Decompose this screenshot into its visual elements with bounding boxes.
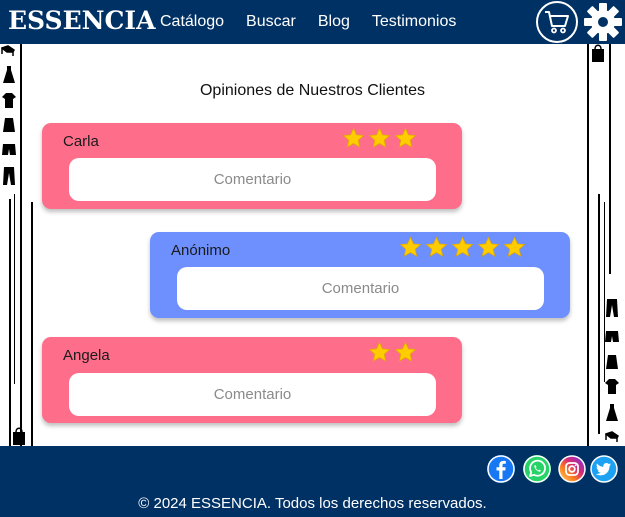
skirt-icon [605, 354, 619, 372]
comment-field[interactable]: Comentario [69, 373, 436, 416]
comment-field[interactable]: Comentario [69, 158, 436, 201]
star-icon [368, 341, 391, 364]
skirt-icon [2, 117, 16, 135]
decor-line [20, 44, 22, 446]
star-icon [451, 236, 474, 259]
nav-buscar[interactable]: Buscar [246, 13, 296, 30]
cart-icon [543, 9, 571, 35]
whatsapp-icon [523, 455, 551, 483]
pants-icon [605, 299, 619, 317]
page-title: Opiniones de Nuestros Clientes [199, 82, 425, 99]
decor-line [9, 199, 11, 446]
copyright-text: © 2024 ESSENCIA. Todos los derechos reservados. [138, 495, 487, 512]
left-decoration [0, 44, 40, 446]
whatsapp-link[interactable] [523, 455, 551, 483]
star-rating [399, 236, 526, 259]
settings-button[interactable] [583, 2, 623, 42]
star-icon [477, 236, 500, 259]
instagram-link[interactable] [558, 455, 586, 483]
facebook-icon [487, 455, 515, 483]
testimonial-card [150, 232, 570, 318]
pants-icon [2, 167, 16, 185]
star-rating [342, 127, 417, 150]
main-nav [160, 12, 456, 32]
star-icon [394, 341, 417, 364]
bag-icon [12, 427, 26, 445]
reviewer-name: Carla [63, 133, 99, 150]
reviewer-name: Angela [63, 347, 110, 364]
star-icon [425, 236, 448, 259]
twitter-link[interactable] [590, 455, 618, 483]
right-decoration [585, 44, 625, 446]
reviewer-name: Anónimo [171, 242, 231, 259]
decor-line [587, 44, 589, 446]
star-icon [368, 127, 391, 150]
site-footer [0, 446, 625, 517]
star-icon [399, 236, 422, 259]
star-icon [394, 127, 417, 150]
decor-line [14, 194, 15, 384]
comment-field[interactable]: Comentario [177, 267, 544, 310]
logo[interactable]: ESSENCIA [8, 6, 156, 35]
shorts-icon [605, 329, 619, 347]
testimonial-card [42, 123, 462, 209]
tshirt-icon [605, 378, 619, 396]
site-header [0, 0, 625, 44]
testimonial-card [42, 337, 462, 423]
dress-icon [605, 404, 619, 422]
facebook-link[interactable] [487, 455, 515, 483]
twitter-icon [590, 455, 618, 483]
cart-button[interactable] [536, 1, 578, 43]
shorts-icon [2, 142, 16, 160]
heels-icon [1, 44, 15, 62]
decor-line [598, 194, 600, 434]
nav-blog[interactable]: Blog [317, 13, 350, 30]
gear-icon [583, 2, 623, 42]
nav-testimonios[interactable]: Testimonios [371, 13, 457, 30]
instagram-icon [558, 455, 586, 483]
nav-catalogo[interactable]: Catálogo [160, 13, 225, 30]
star-rating [368, 341, 417, 364]
decor-line [609, 44, 611, 274]
bag-icon [591, 44, 605, 62]
star-icon [503, 236, 526, 259]
star-icon [342, 127, 365, 150]
decor-line [31, 202, 33, 446]
